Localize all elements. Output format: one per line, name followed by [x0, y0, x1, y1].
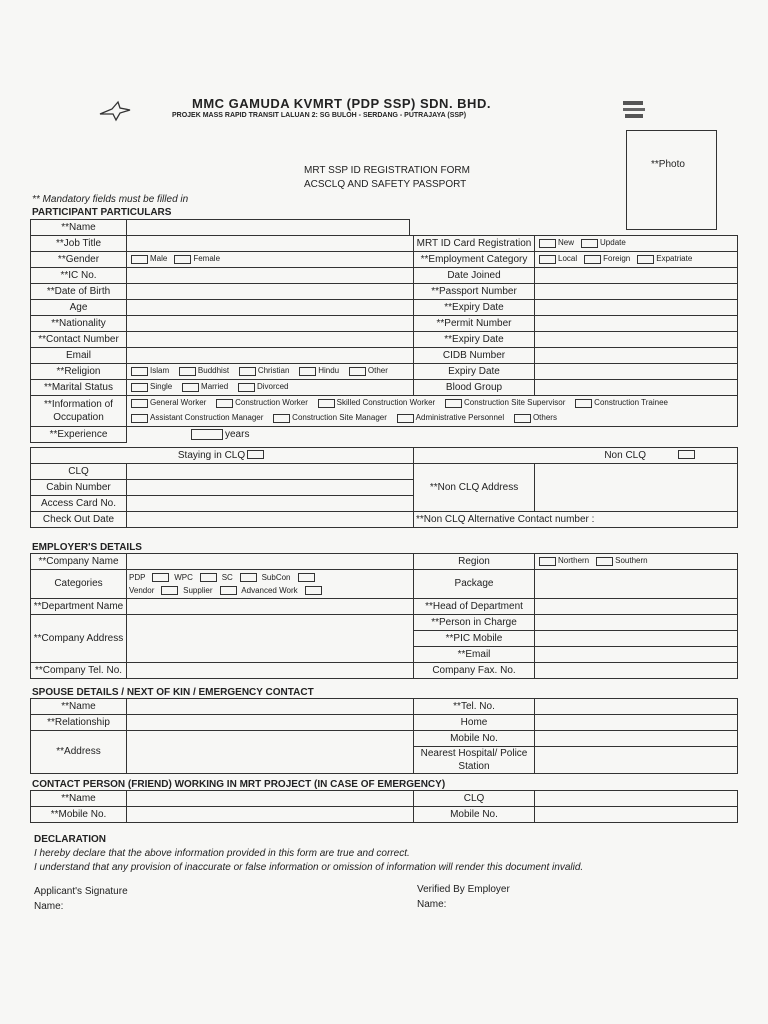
permit-expiry-field[interactable] [535, 332, 738, 348]
applicant-name-label: Name: [34, 901, 64, 912]
staying-clq: Staying in CLQ [31, 448, 414, 464]
friend-clq-field[interactable] [535, 791, 738, 807]
cabin-field[interactable] [127, 480, 414, 496]
passport-label: **Passport Number [414, 284, 535, 300]
company-name-label: **Company Name [31, 554, 127, 570]
permit-expiry-label: **Expiry Date [414, 332, 535, 348]
pic-field[interactable] [535, 615, 738, 631]
religion-options: Islam Buddhist Christian Hindu Other [127, 364, 414, 380]
religion-checkbox[interactable] [179, 367, 196, 376]
hod-field[interactable] [535, 599, 738, 615]
nationality-label: **Nationality [31, 316, 127, 332]
clq-label: CLQ [31, 464, 127, 480]
gender-label: **Gender [31, 252, 127, 268]
name-label: **Name [31, 220, 127, 236]
access-card-field[interactable] [127, 496, 414, 512]
friend-mobile-no-label: Mobile No. [414, 807, 535, 823]
verified-by-label: Verified By Employer [417, 884, 510, 895]
employer-table [30, 553, 738, 679]
employment-options: Local Foreign Expatriate [535, 252, 738, 268]
clq-table [30, 447, 738, 528]
friend-mobile-field[interactable] [127, 807, 414, 823]
check-out-label: Check Out Date [31, 512, 127, 528]
relationship-label: **Relationship [31, 715, 127, 731]
ic-field[interactable] [127, 268, 414, 284]
spouse-address-label: **Address [31, 731, 127, 774]
occupation-checkbox[interactable] [397, 414, 414, 423]
dob-field[interactable] [127, 284, 414, 300]
declaration-line-2: I understand that any provision of inaccurate or false information or omission of information will render this document invalid. [34, 862, 584, 873]
pdp-checkbox[interactable] [152, 573, 169, 582]
department-field[interactable] [127, 599, 414, 615]
occupation-label: **Information of Occupation [31, 396, 127, 427]
hospital-label: Nearest Hospital/ Police Station [414, 747, 535, 774]
occupation-checkbox[interactable] [318, 399, 335, 408]
package-field[interactable] [535, 570, 738, 599]
applicant-signature-label: Applicant's Signature [34, 886, 128, 897]
spouse-name-field[interactable] [127, 699, 414, 715]
passport-field[interactable] [535, 284, 738, 300]
spouse-name-label: **Name [31, 699, 127, 715]
email-label: Email [31, 348, 127, 364]
pic-mobile-field[interactable] [535, 631, 738, 647]
advanced-work-checkbox[interactable] [305, 586, 322, 595]
spouse-tel-label: **Tel. No. [414, 699, 535, 715]
friend-clq-label: CLQ [414, 791, 535, 807]
participant-left-table [30, 219, 534, 236]
friend-table [30, 790, 738, 823]
update-checkbox[interactable] [581, 239, 598, 248]
clq-field[interactable] [127, 464, 414, 480]
categories-options: PDP WPC SC SubCon Vendor Supplier Advanced Work [127, 570, 414, 599]
friend-name-field[interactable] [127, 791, 414, 807]
nationality-field[interactable] [127, 316, 414, 332]
friend-mobile-label: **Mobile No. [31, 807, 127, 823]
company-tel-field[interactable] [127, 663, 414, 679]
cidb-field[interactable] [535, 348, 738, 364]
mrt-id-options: New Update [535, 236, 738, 252]
friend-name-label: **Name [31, 791, 127, 807]
friend-mobile-no-field[interactable] [535, 807, 738, 823]
company-tel-label: **Company Tel. No. [31, 663, 127, 679]
southern-checkbox[interactable] [596, 557, 613, 566]
female-checkbox[interactable] [174, 255, 191, 264]
occupation-checkbox[interactable] [216, 399, 233, 408]
gender-options: Male Female [127, 252, 414, 268]
occupation-checkbox[interactable] [273, 414, 290, 423]
job-title-label: **Job Title [31, 236, 127, 252]
passport-expiry-label: **Expiry Date [414, 300, 535, 316]
hod-label: **Head of Department [414, 599, 535, 615]
home-field[interactable] [535, 715, 738, 731]
non-clq-address-field[interactable] [535, 464, 738, 512]
age-label: Age [31, 300, 127, 316]
friend-section-title: CONTACT PERSON (FRIEND) WORKING IN MRT PROJECT (IN CASE OF EMERGENCY) [32, 779, 446, 790]
new-checkbox[interactable] [539, 239, 556, 248]
employment-category-label: **Employment Category [414, 252, 535, 268]
marital-options: Single Married Divorced [127, 380, 414, 396]
contact-field[interactable] [127, 332, 414, 348]
experience-label: **Experience [31, 427, 127, 443]
home-label: Home [414, 715, 535, 731]
participant-table [30, 235, 738, 443]
marital-checkbox[interactable] [182, 383, 199, 392]
non-clq: Non CLQ [414, 448, 738, 464]
declaration-title: DECLARATION [34, 834, 107, 845]
company-name: MMC GAMUDA KVMRT (PDP SSP) SDN. BHD. [192, 96, 491, 111]
department-label: **Department Name [31, 599, 127, 615]
blood-group-field[interactable] [535, 380, 738, 396]
verified-name-label: Name: [417, 899, 447, 910]
region-label: Region [414, 554, 535, 570]
date-joined-field[interactable] [535, 268, 738, 284]
male-checkbox[interactable] [131, 255, 148, 264]
region-options: Northern Southern [535, 554, 738, 570]
mandatory-note: ** Mandatory fields must be filled in [32, 194, 189, 205]
spouse-address-field[interactable] [127, 731, 414, 774]
participant-section-title: PARTICIPANT PARTICULARS [32, 207, 172, 218]
local-checkbox[interactable] [539, 255, 556, 264]
expatriate-checkbox[interactable] [637, 255, 654, 264]
permit-label: **Permit Number [414, 316, 535, 332]
date-joined-label: Date Joined [414, 268, 535, 284]
sc-checkbox[interactable] [240, 573, 257, 582]
cabin-label: Cabin Number [31, 480, 127, 496]
company-logo-icon [98, 100, 132, 122]
hospital-field[interactable] [535, 747, 738, 774]
passport-expiry-field[interactable] [535, 300, 738, 316]
project-name: PROJEK MASS RAPID TRANSIT LALUAN 2: SG BULOH - SERDANG - PUTRAJAYA (SSP) [172, 112, 467, 119]
job-title-field[interactable] [127, 236, 414, 252]
photo-box[interactable] [626, 130, 717, 230]
cidb-label: CIDB Number [414, 348, 535, 364]
occupation-checkbox[interactable] [131, 399, 148, 408]
occupation-checkbox[interactable] [131, 414, 148, 423]
pic-label: **Person in Charge [414, 615, 535, 631]
spouse-mobile-field[interactable] [535, 731, 738, 747]
foreign-checkbox[interactable] [584, 255, 601, 264]
employer-email-label: **Email [414, 647, 535, 663]
spouse-table [30, 698, 738, 774]
check-out-field[interactable] [127, 512, 414, 528]
vendor-checkbox[interactable] [161, 586, 178, 595]
marital-label: **Marital Status [31, 380, 127, 396]
non-clq-checkbox[interactable] [678, 450, 695, 459]
ic-label: **IC No. [31, 268, 127, 284]
permit-field[interactable] [535, 316, 738, 332]
employer-email-field[interactable] [535, 647, 738, 663]
pic-mobile-label: **PIC Mobile [414, 631, 535, 647]
spouse-mobile-label: Mobile No. [414, 731, 535, 747]
northern-checkbox[interactable] [539, 557, 556, 566]
blood-group-label: Blood Group [414, 380, 535, 396]
age-field[interactable] [127, 300, 414, 316]
seal-icon [620, 98, 648, 124]
religion-checkbox[interactable] [349, 367, 366, 376]
declaration-line-1: I hereby declare that the above information provided in this form are true and correct. [34, 848, 410, 859]
marital-checkbox[interactable] [238, 383, 255, 392]
staying-clq-checkbox[interactable] [247, 450, 264, 459]
cidb-expiry-label: Expiry Date [414, 364, 535, 380]
company-address-field[interactable] [127, 615, 414, 663]
company-address-label: **Company Address [31, 615, 127, 663]
dob-label: **Date of Birth [31, 284, 127, 300]
company-name-field[interactable] [127, 554, 414, 570]
non-clq-address-label: **Non CLQ Address [414, 464, 535, 512]
package-label: Package [414, 570, 535, 599]
non-clq-alt-contact[interactable]: **Non CLQ Alternative Contact number : [414, 512, 738, 528]
company-fax-field[interactable] [535, 663, 738, 679]
marital-checkbox[interactable] [131, 383, 148, 392]
contact-label: **Contact Number [31, 332, 127, 348]
employer-section-title: EMPLOYER'S DETAILS [32, 542, 142, 553]
religion-label: **Religion [31, 364, 127, 380]
religion-checkbox[interactable] [299, 367, 316, 376]
supplier-checkbox[interactable] [220, 586, 237, 595]
occupation-checkbox[interactable] [575, 399, 592, 408]
access-card-label: Access Card No. [31, 496, 127, 512]
experience-field: years [127, 427, 738, 443]
wpc-checkbox[interactable] [200, 573, 217, 582]
company-fax-label: Company Fax. No. [414, 663, 535, 679]
religion-checkbox[interactable] [131, 367, 148, 376]
relationship-field[interactable] [127, 715, 414, 731]
photo-label: **Photo [651, 159, 685, 170]
occupation-checkbox[interactable] [445, 399, 462, 408]
subcon-checkbox[interactable] [298, 573, 315, 582]
email-field[interactable] [127, 348, 414, 364]
spouse-section-title: SPOUSE DETAILS / NEXT OF KIN / EMERGENCY CONTACT [32, 687, 314, 698]
form-title: MRT SSP ID REGISTRATION FORM [304, 165, 470, 176]
religion-checkbox[interactable] [239, 367, 256, 376]
experience-input[interactable] [191, 429, 223, 440]
spouse-tel-field[interactable] [535, 699, 738, 715]
occupation-checkbox[interactable] [514, 414, 531, 423]
categories-label: Categories [31, 570, 127, 599]
cidb-expiry-field[interactable] [535, 364, 738, 380]
form-subtitle: ACSCLQ AND SAFETY PASSPORT [304, 179, 467, 190]
occupation-options: General Worker Construction Worker Skilled Construction Worker Construction Site Supervisor Construction Trainee Assistant Construction Manager Construction Site Manager Administrative Personnel Others [127, 396, 738, 427]
mrt-id-label: MRT ID Card Registration [414, 236, 535, 252]
name-field[interactable] [127, 220, 410, 236]
